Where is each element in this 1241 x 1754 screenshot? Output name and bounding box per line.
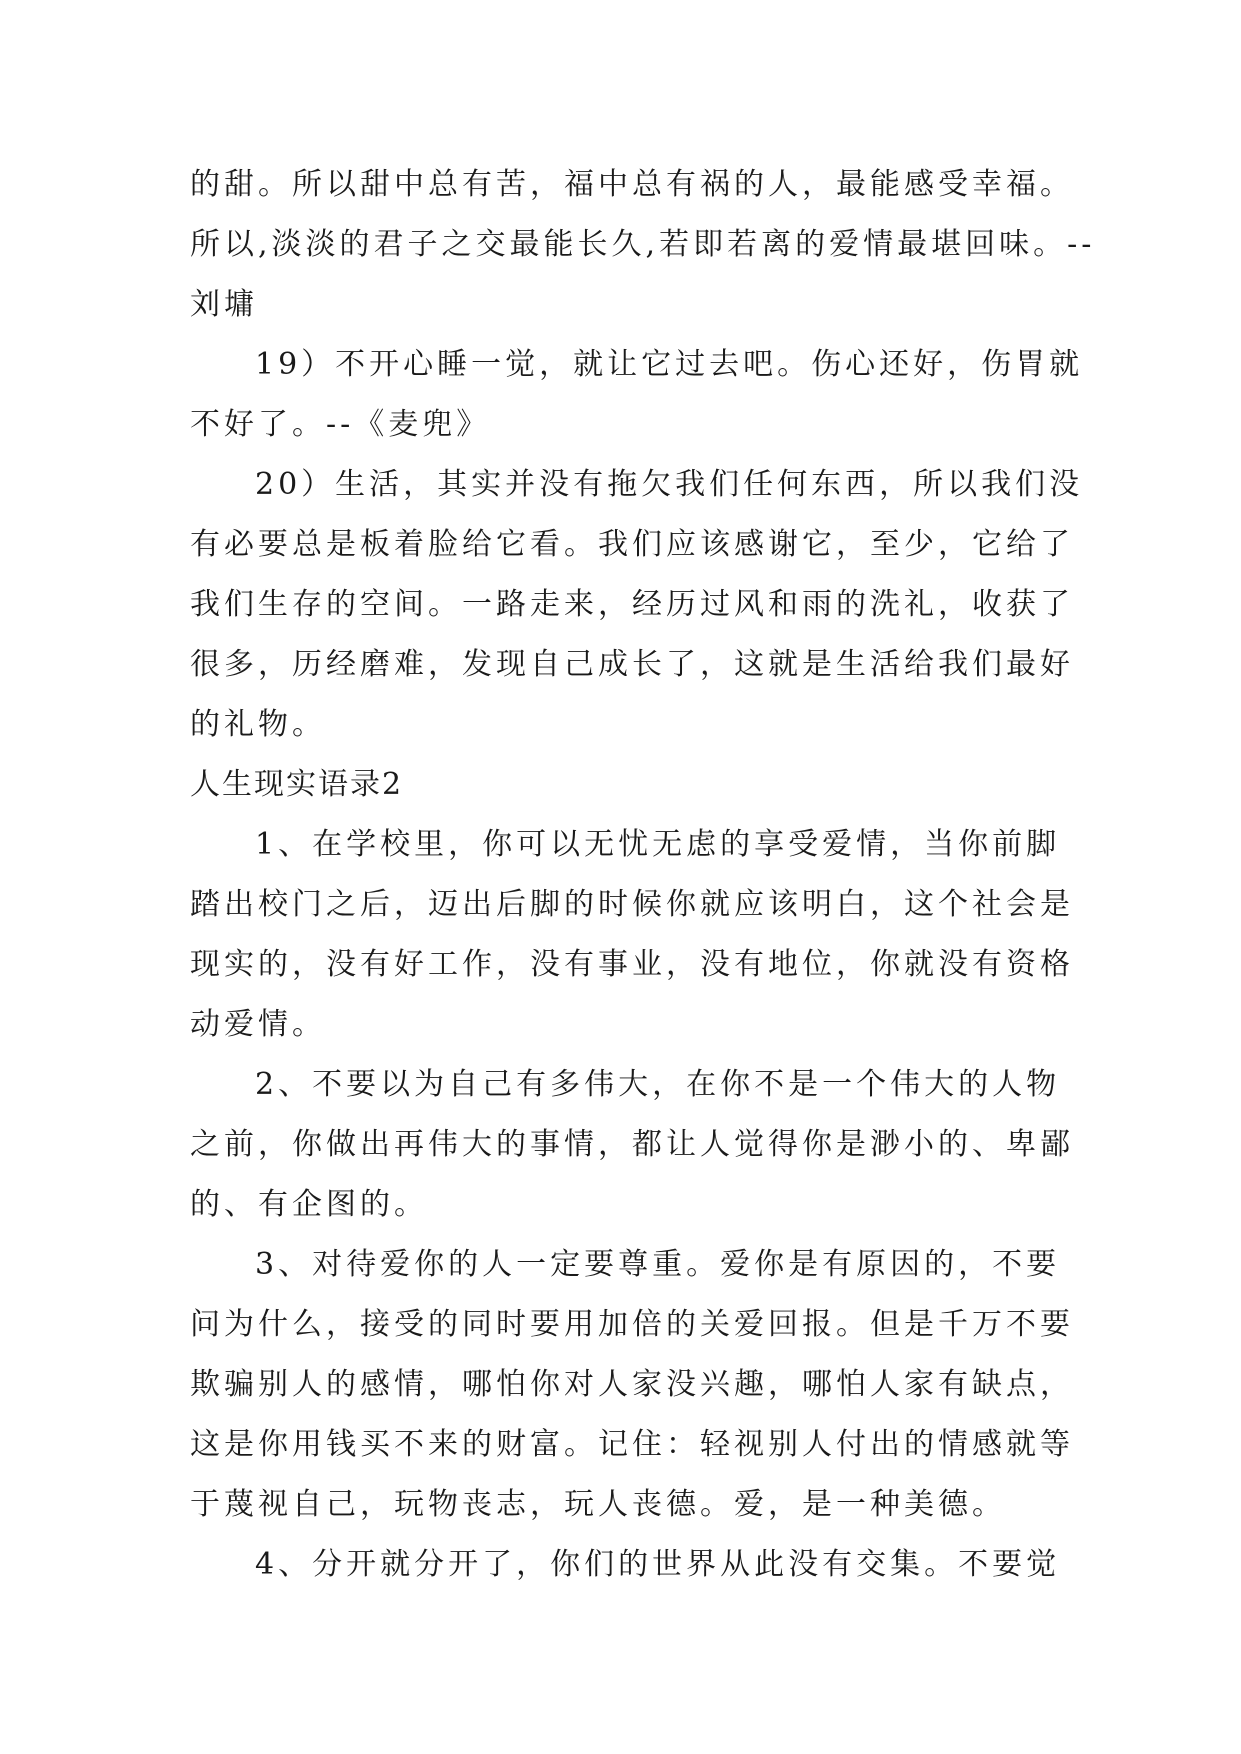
paragraph-4-start: 4、分开就分开了，你们的世界从此没有交集。不要觉 xyxy=(255,1547,1061,1582)
paragraph-19-start: 19）不开心睡一觉，就让它过去吧。伤心还好，伤胃就 xyxy=(255,347,1084,382)
section-heading: 人生现实语录2 xyxy=(190,767,404,802)
paragraph-3-start: 3、对待爱你的人一定要尊重。爱你是有原因的，不要 xyxy=(255,1247,1061,1282)
text-line: 我们生存的空间。一路走来，经历过风和雨的洗礼，收获了 xyxy=(190,587,1074,622)
text-line: 这是你用钱买不来的财富。记住：轻视别人付出的情感就等 xyxy=(190,1427,1074,1462)
text-line: 现实的，没有好工作，没有事业，没有地位，你就没有资格 xyxy=(190,947,1074,982)
text-line: 有必要总是板着脸给它看。我们应该感谢它，至少，它给了 xyxy=(190,527,1074,562)
text-line: 的、有企图的。 xyxy=(190,1187,428,1222)
text-line: 刘墉 xyxy=(190,287,258,322)
text-line: 踏出校门之后，迈出后脚的时候你就应该明白，这个社会是 xyxy=(190,887,1074,922)
text-line: 的礼物。 xyxy=(190,707,326,742)
text-line: 动爱情。 xyxy=(190,1007,326,1042)
text-line: 问为什么，接受的同时要用加倍的关爱回报。但是千万不要 xyxy=(190,1307,1074,1342)
text-line: 之前，你做出再伟大的事情，都让人觉得你是渺小的、卑鄙 xyxy=(190,1127,1074,1162)
text-line: 很多，历经磨难，发现自己成长了，这就是生活给我们最好 xyxy=(190,647,1074,682)
text-line: 不好了。--《麦兜》 xyxy=(190,407,491,442)
text-line: 欺骗别人的感情，哪怕你对人家没兴趣，哪怕人家有缺点， xyxy=(190,1367,1074,1402)
document-page xyxy=(190,155,1096,1595)
text-line: 的甜。所以甜中总有苦，福中总有祸的人，最能感受幸福。 xyxy=(190,167,1074,202)
text-line: 所以,淡淡的君子之交最能长久,若即若离的爱情最堪回味。-- xyxy=(190,227,1096,262)
text-line: 于蔑视自己，玩物丧志，玩人丧德。爱，是一种美德。 xyxy=(190,1487,1006,1522)
paragraph-1-start: 1、在学校里，你可以无忧无虑的享受爱情，当你前脚 xyxy=(255,827,1061,862)
paragraph-2-start: 2、不要以为自己有多伟大，在你不是一个伟大的人物 xyxy=(255,1067,1061,1102)
paragraph-20-start: 20）生活，其实并没有拖欠我们任何东西，所以我们没 xyxy=(255,467,1084,502)
